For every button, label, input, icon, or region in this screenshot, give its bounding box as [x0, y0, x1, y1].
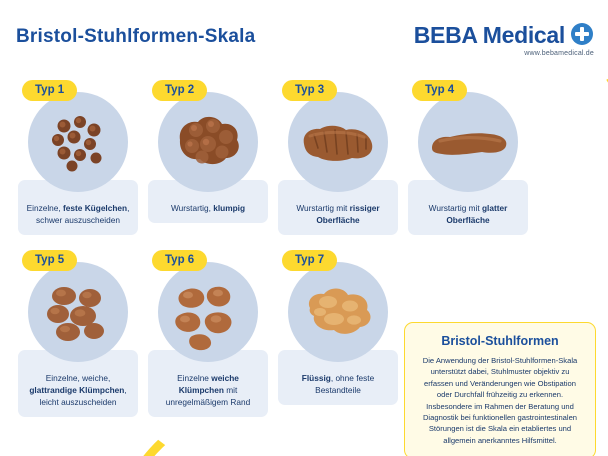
- stool-type-2-icon: [158, 92, 258, 192]
- brand-logo: [414, 22, 594, 57]
- type-badge-2: Typ 2: [152, 80, 207, 101]
- stool-type-6-icon: [158, 262, 258, 362]
- stool-type-4-icon: [418, 92, 518, 192]
- info-box-text: Die Anwendung der Bristol-Stuhlformen-Skala unterstützt dabei, Stuhlmuster objektiv zu erfassen und Veränderungen wie Obstipation oder Durchfall frühzeitig zu erkennen. Insbesondere im Rahmen der Beratung und Diagnostik bei funktionellen gastrointestinalen Störungen ist die Skala ein etabliertes und allgemein anerkanntes Hilfsmittel.: [422, 356, 578, 445]
- brand-name-beba: BEBA: [413, 22, 478, 48]
- brand-url: www.bebamedical.de: [524, 50, 594, 57]
- type-badge-1: Typ 1: [22, 80, 77, 101]
- type-badge-6: Typ 6: [152, 250, 207, 271]
- type-badge-7: Typ 7: [282, 250, 337, 271]
- type-caption-1: Einzelne, feste Kügelchen, schwer auszuscheiden: [18, 180, 138, 235]
- brand-name-medical: Medical: [482, 22, 565, 48]
- type-caption-6: Einzelne weiche Klümpchen mit unregelmäßigem Rand: [148, 350, 268, 417]
- medical-cross-icon: [568, 23, 594, 49]
- type-caption-5: Einzelne, weiche, glattrandige Klümpchen, leicht auszuscheiden: [18, 350, 138, 417]
- type-caption-2: Wurstartig, klumpig: [148, 180, 268, 223]
- stool-type-1-icon: [28, 92, 128, 192]
- type-badge-5: Typ 5: [22, 250, 77, 271]
- stool-type-7-icon: [288, 262, 388, 362]
- stool-type-5-icon: [28, 262, 128, 362]
- info-box: [404, 322, 596, 456]
- info-box-title: Bristol-Stuhlformen: [441, 334, 559, 348]
- page-title: Bristol-Stuhlformen-Skala: [16, 26, 256, 47]
- type-caption-7: Flüssig, ohne feste Bestandteile: [278, 350, 398, 405]
- type-caption-3: Wurstartig mit rissiger Oberfläche: [278, 180, 398, 235]
- type-badge-3: Typ 3: [282, 80, 337, 101]
- type-badge-4: Typ 4: [412, 80, 467, 101]
- stool-type-3-icon: [288, 92, 388, 192]
- type-caption-4: Wurstartig mit glatter Oberfläche: [408, 180, 528, 235]
